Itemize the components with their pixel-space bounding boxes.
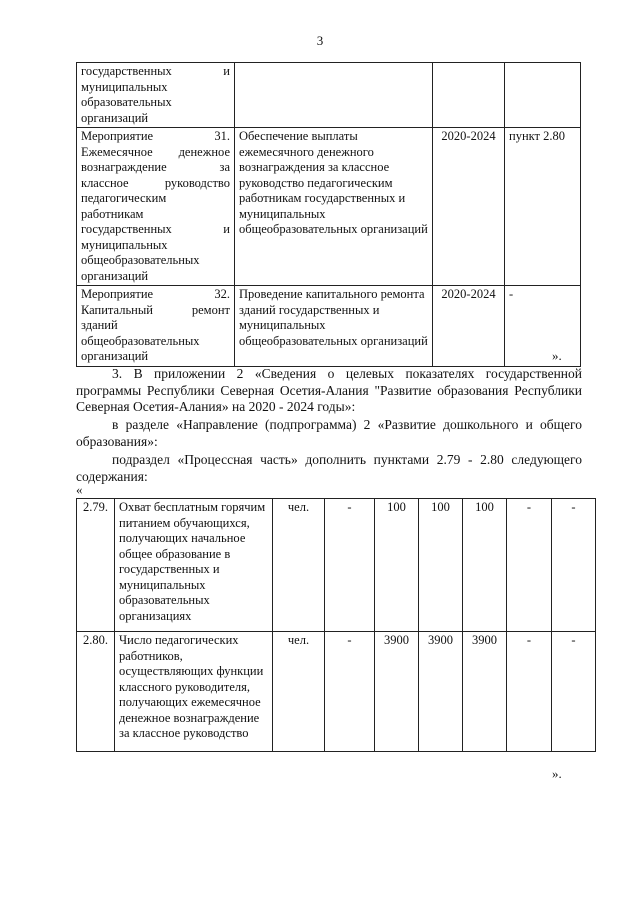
paragraph-section: в разделе «Направление (подпрограмма) 2 «Развитие дошкольного и общего образования»:: [76, 417, 582, 449]
period-cell: 2020-2024: [433, 128, 505, 286]
unit-cell: чел.: [273, 632, 325, 752]
measures-table: [76, 62, 581, 367]
page-number: 3: [316, 33, 324, 48]
opening-quote: «: [76, 482, 83, 497]
indicator-cell: -: [505, 286, 581, 367]
table-row: [77, 128, 581, 286]
indicator-cell: пункт 2.80: [505, 128, 581, 286]
value-cell: 3900: [463, 632, 507, 752]
unit-cell: чел.: [273, 499, 325, 632]
value-cell: -: [552, 632, 596, 752]
value-cell: 3900: [419, 632, 463, 752]
description-cell: Обеспечение выплаты ежемесячного денежного вознаграждения за классное руководство педагогическим работникам государственных и муниципальных общеобразовательных организаций: [235, 128, 433, 286]
value-cell: -: [325, 499, 375, 632]
value-cell: -: [325, 632, 375, 752]
value-cell: 100: [419, 499, 463, 632]
indicators-table: [76, 498, 596, 752]
value-cell: -: [507, 632, 552, 752]
closing-quote: ».: [552, 766, 562, 781]
value-cell: 100: [375, 499, 419, 632]
table-row: [77, 63, 581, 128]
measure-cell: государственных и муниципальных образовательных организаций: [77, 63, 235, 128]
value-cell: 100: [463, 499, 507, 632]
row-number-cell: 2.80.: [77, 632, 115, 752]
value-cell: -: [507, 499, 552, 632]
table-row: [77, 286, 581, 367]
value-cell: -: [552, 499, 596, 632]
description-cell: Проведение капитального ремонта зданий государственных и муниципальных общеобразовательных организаций: [235, 286, 433, 367]
paragraph-item-3: 3. В приложении 2 «Сведения о целевых показателях государственной программы Республики Северная Осетия-Алания "Развитие образования Республики Северная Осетия-Алания» на 2020 - 2024 годы»:: [76, 366, 582, 414]
paragraph-subsection: подраздел «Процессная часть» дополнить пунктами 2.79 - 2.80 следующего содержания:: [76, 452, 582, 484]
closing-quote: ».: [552, 348, 562, 363]
period-cell: 2020-2024: [433, 286, 505, 367]
row-number-cell: 2.79.: [77, 499, 115, 632]
period-cell: [433, 63, 505, 128]
value-cell: 3900: [375, 632, 419, 752]
description-cell: [235, 63, 433, 128]
table-row: [77, 632, 596, 752]
indicator-cell: [505, 63, 581, 128]
indicator-name-cell: Охват бесплатным горячим питанием обучающихся, получающих начальное общее образование в государственных и муниципальных образовательных организациях: [115, 499, 273, 632]
table-row: [77, 499, 596, 632]
indicator-name-cell: Число педагогических работников, осуществляющих функции классного руководителя, получающих ежемесячное денежное вознаграждение за классное руководство: [115, 632, 273, 752]
measure-cell: Мероприятие 31. Ежемесячное денежное вознаграждение за классное руководство педагогическим работникам государственных и муниципальных общеобразовательных организаций: [77, 128, 235, 286]
measure-cell: Мероприятие 32. Капитальный ремонт зданий общеобразовательных организаций: [77, 286, 235, 367]
